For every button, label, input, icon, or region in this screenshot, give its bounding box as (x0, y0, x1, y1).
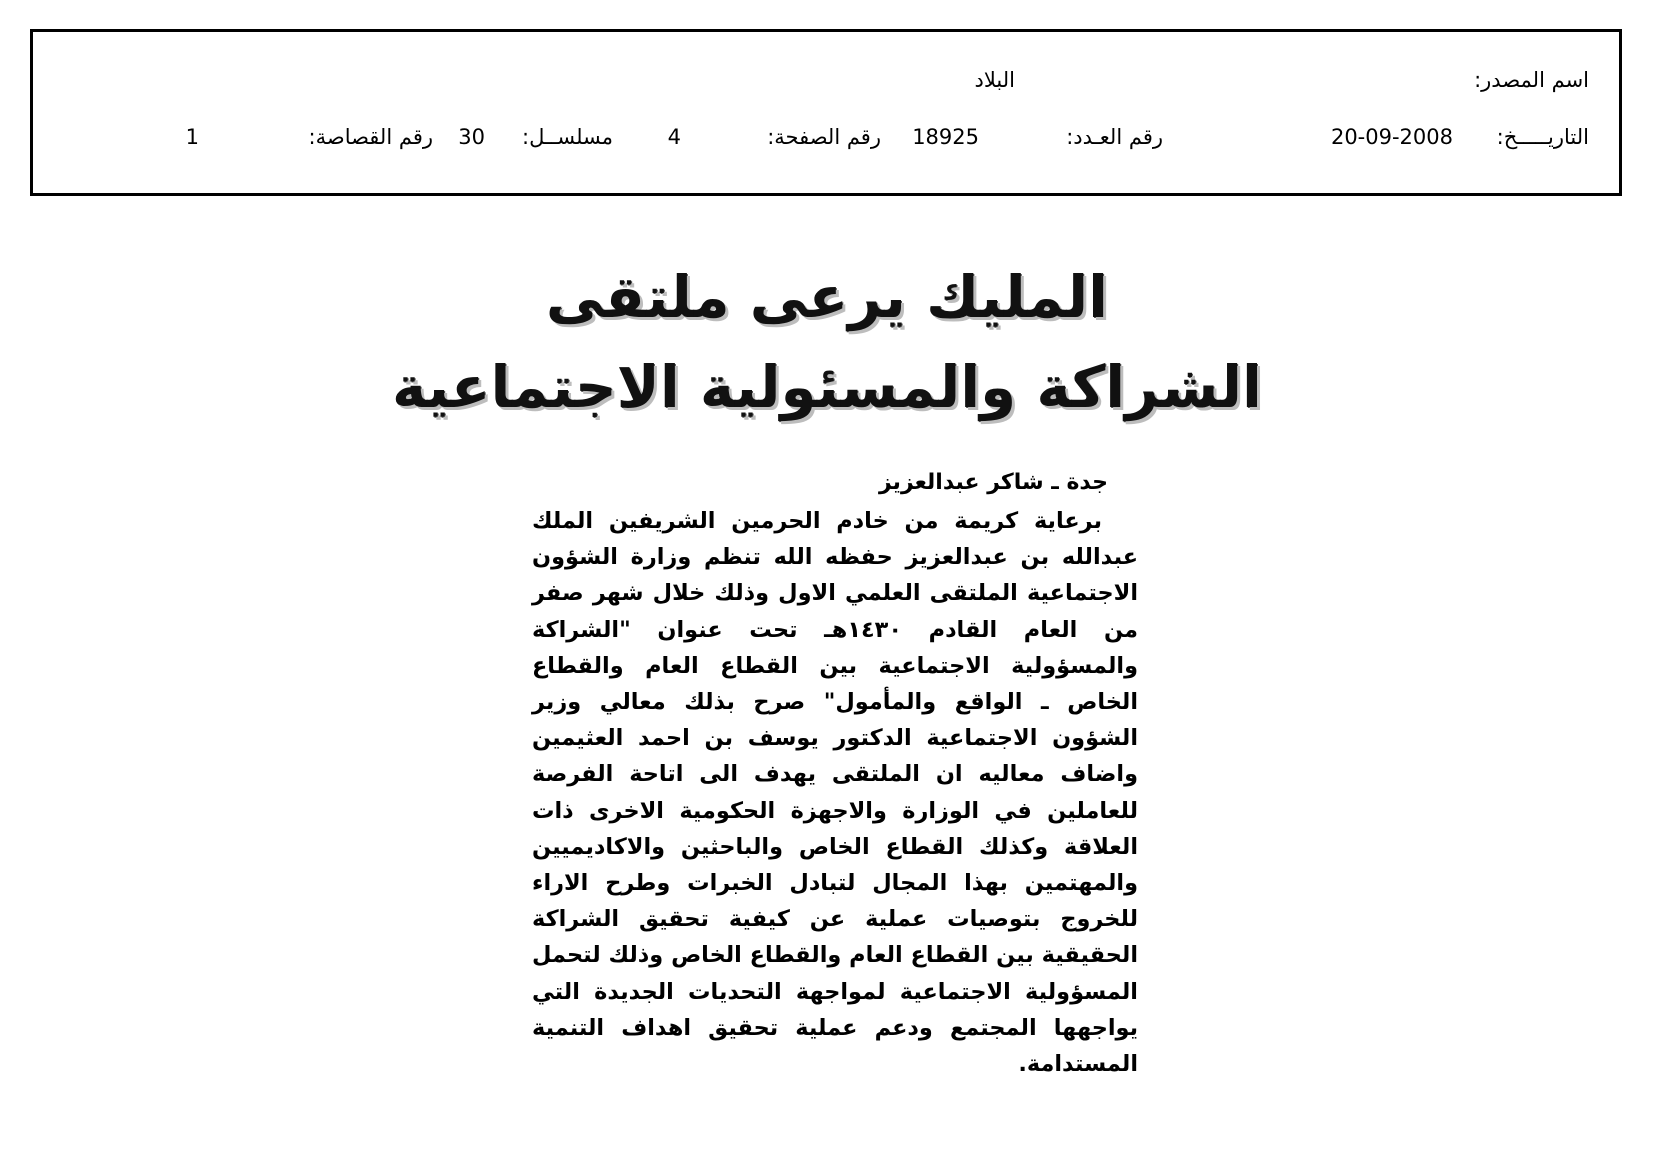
date-value: 20-09-2008 (1330, 125, 1453, 149)
date-label: التاريـــــخ: (1496, 125, 1589, 149)
serial-value: 30 (458, 125, 485, 149)
source-value: البلاد (974, 68, 1015, 92)
page-value: 4 (667, 125, 681, 149)
clipping-header-box (30, 29, 1622, 196)
page-label: رقم الصفحة: (767, 125, 881, 149)
source-label: اسم المصدر: (1474, 68, 1589, 92)
serial-label: مسلســل: (522, 125, 613, 149)
headline-line-2: الشراكة والمسئولية الاجتماعية (392, 353, 1262, 421)
clipping-value: 1 (185, 125, 199, 149)
article-byline: جدة ـ شاكر عبدالعزيز (879, 470, 1108, 495)
article-paragraph: برعاية كريمة من خادم الحرمين الشريفين الملك عبدالله بن عبدالعزيز حفظه الله تنظم وزارة الشؤون الاجتماعية الملتقى العلمي الاول وذلك خلال شهر صفر من العام القادم ١٤٣٠هـ تحت عنوان "الشراكة والمسؤولية الاجتماعية بين القطاع العام والقطاع الخاص ـ الواقع والمأمول" صرح بذلك معالي وزير الشؤون الاجتماعية الدكتور يوسف بن احمد العثيمين واضاف معاليه ان الملتقى يهدف الى اتاحة الفرصة للعاملين في الوزارة والاجهزة الحكومية الاخرى ذات العلاقة وكذلك القطاع الخاص والباحثين والاكاديميين والمهتمين بهذا المجال لتبادل الخبرات وطرح الاراء للخروج بتوصيات عملية عن كيفية تحقيق الشراكة الحقيقية بين القطاع العام والقطاع الخاص وذلك لتحمل المسؤولية الاجتماعية لمواجهة التحديات الجديدة التي يواجهها المجتمع ودعم عملية تحقيق اهداف التنمية المستدامة. (532, 508, 1138, 1078)
issue-label: رقم العـدد: (1066, 125, 1163, 149)
issue-value: 18925 (912, 125, 979, 149)
clipping-label: رقم القصاصة: (308, 125, 433, 149)
article-body (532, 503, 1138, 1082)
headline-line-1: المليك يرعى ملتقى (545, 263, 1109, 331)
